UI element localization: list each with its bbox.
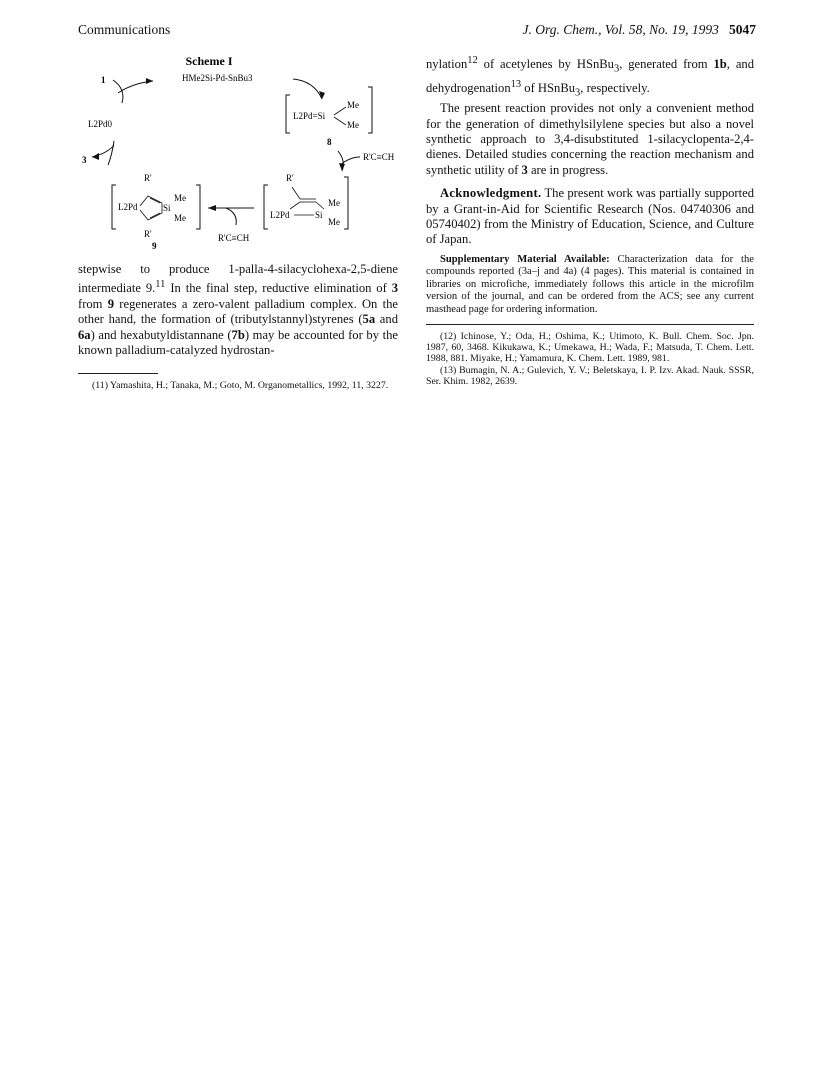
- text-span: , generated from: [619, 57, 714, 72]
- arrowhead: [146, 78, 153, 84]
- label-compound-1: 1: [101, 75, 106, 85]
- text-span: nylation: [426, 57, 468, 72]
- label-r-prime-9a: R': [144, 173, 152, 183]
- text-span: In the final step, reductive elimination of: [165, 281, 392, 296]
- acknowledgment-title: Acknowledgment.: [440, 186, 542, 201]
- text-span: , and dehydrogenation: [426, 57, 755, 96]
- label-si-9: Si: [163, 203, 171, 213]
- compound-ref: 1b: [713, 57, 727, 72]
- label-me-8a: Me: [347, 100, 359, 110]
- ref-11: 11: [155, 279, 166, 291]
- running-header-section: Communications: [78, 22, 171, 37]
- label-l2pd-int: L2Pd: [270, 210, 290, 220]
- footnote-rule: [78, 373, 158, 374]
- footnote-11: (11) Yamashita, H.; Tanaka, M.; Goto, M. Organometallics, 1992, 11, 3227.: [92, 379, 389, 391]
- compound-ref: 7b: [231, 327, 245, 342]
- acknowledgment-text: The present work was partially supported by a Grant-in-Aid for Scientific Research (Nos. 04740306 and 05740402) from the Ministry of Education, Science, and Culture of Japan.: [426, 186, 754, 247]
- text-span: regenerates a zero-valent palladium complex. On the other hand, the formation of (tributylstannyl)styrenes (: [78, 297, 398, 327]
- label-compound-9: 9: [152, 241, 157, 251]
- right-column: [426, 53, 754, 387]
- text-span: from: [78, 297, 108, 311]
- subscript: 3: [575, 87, 581, 99]
- label-compound-3: 3: [82, 155, 87, 165]
- text-span: ) and hexabutyldistannane (: [90, 327, 232, 342]
- footnote-rule: [426, 324, 754, 325]
- supplementary-title: Supplementary Material Available:: [440, 253, 610, 265]
- label-me-int-b: Me: [328, 217, 340, 227]
- reagent-top: HMe2Si-Pd-SnBu3: [182, 73, 253, 83]
- scheme-figure: [78, 53, 408, 253]
- scheme-drawing: [78, 53, 408, 253]
- left-column: [78, 262, 398, 391]
- ref-12: 12: [467, 55, 478, 66]
- text-span: stepwise to produce 1-palla-4-silacyclohexa-2,5-diene intermediate 9.: [78, 262, 398, 296]
- label-l2pd-9: L2Pd: [118, 202, 138, 212]
- label-si-int: Si: [315, 210, 323, 220]
- text-span: The present reaction provides not only a convenient method for the generation of dimethylsilylene species but also a novel synthetic approach to 3,4-disubstituted 1-silacyclopenta-2,4-dienes. Detailed studies concerning the reaction mechanism and synthetic utility of: [426, 101, 754, 177]
- paragraph-right-1: [426, 53, 754, 101]
- text-span: are in progress.: [527, 162, 609, 177]
- label-me-9a: Me: [174, 193, 186, 203]
- text-span: of HSnBu: [521, 81, 576, 96]
- supplementary-material: [426, 254, 754, 316]
- curved-arrow-top-right: [293, 79, 322, 99]
- label-compound-8: 8: [327, 137, 332, 147]
- compound-ref: 3: [521, 162, 528, 177]
- label-me-8b: Me: [347, 120, 359, 130]
- text-span: ) may be accounted for by the known palladium-catalyzed hydrostan-: [78, 327, 398, 358]
- journal-citation: J. Org. Chem., Vol. 58, No. 19, 1993: [522, 22, 719, 37]
- compound-ref: 6a: [78, 327, 91, 342]
- supplementary-text: Characterization data for the compounds reported (3a–j and 4a) (4 pages). This material is contained in libraries on microfiche, immediately follows this article in the microfilm version of the journal, and can be ordered from the ACS; see any current masthead page for ordering information.: [426, 253, 754, 315]
- label-l2pd0: L2Pd0: [88, 119, 113, 129]
- footnote-13: (13) Bumagin, N. A.; Gulevich, Y. V.; Beletskaya, I. P. Izv. Akad. Nauk. SSSR, Ser. Khim. 1982, 2639.: [426, 364, 754, 387]
- label-r-prime-int: R': [286, 173, 294, 183]
- label-l2pd-si: L2Pd=Si: [293, 111, 326, 121]
- text-span: and: [375, 312, 398, 327]
- paragraph-left: [78, 262, 398, 359]
- text-span: , respectively.: [580, 81, 650, 96]
- compound-ref: 9: [107, 297, 115, 311]
- label-alkyne-right: R'C≡CH: [363, 152, 395, 162]
- compound-ref: 5a: [362, 312, 376, 327]
- label-alkyne-bottom: R'C≡CH: [218, 233, 250, 243]
- text-span: of acetylenes by HSnBu: [477, 57, 614, 72]
- label-r-prime-9b: R': [144, 229, 152, 239]
- scheme-title: Scheme I: [185, 54, 233, 68]
- ref-13: 13: [510, 79, 522, 91]
- label-me-int-a: Me: [328, 198, 340, 208]
- footnote-12: (12) Ichinose, Y.; Oda, H.; Oshima, K.; Utimoto, K. Bull. Chem. Soc. Jpn. 1987, 60, 3468. Kikukawa, K.; Umekawa, H.; Wada, F.; Matsuda, T. Chem. Lett. 1988, 881. Miyake, H.; Yamamura, K. Chem. Lett. 1989, 981.: [426, 330, 754, 365]
- page-number: 5047: [729, 22, 756, 37]
- subscript: 3: [613, 63, 620, 75]
- curved-arrow-in: [113, 80, 123, 103]
- acknowledgment: [426, 186, 754, 248]
- compound-ref: 3: [391, 281, 398, 296]
- label-me-9b: Me: [174, 213, 186, 223]
- paragraph-right-2: [426, 101, 754, 178]
- running-header-journal: [523, 22, 757, 38]
